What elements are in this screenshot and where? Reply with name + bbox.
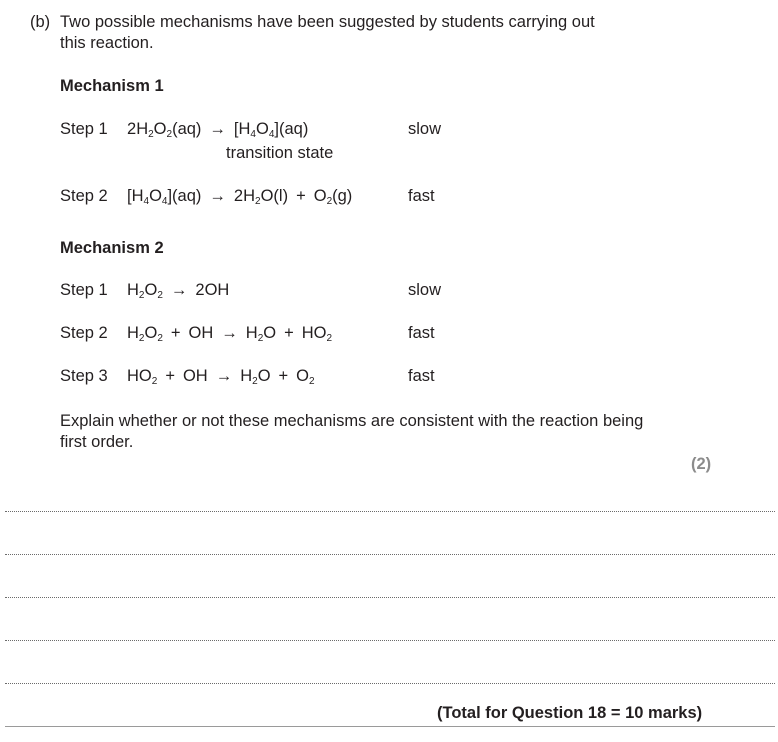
mechanism-2-step-3-rate: fast [408, 367, 435, 385]
subscript: 2 [255, 196, 261, 207]
species-text: H [136, 120, 149, 138]
plus-sign: + [170, 324, 181, 342]
species-text: OH [182, 367, 208, 385]
species-text: H [127, 324, 139, 342]
subscript: 2 [309, 376, 315, 387]
subscript: 4 [161, 196, 168, 207]
part-label: (b) [30, 13, 51, 31]
mechanism-1-step-1-label: Step 1 [60, 120, 108, 138]
mechanism-1-step-2-rate: fast [408, 187, 435, 205]
species-text: O [313, 187, 327, 205]
intro-line-1: Two possible mechanisms have been suggested by students carrying out [60, 13, 595, 31]
state-symbol: (g) [332, 187, 353, 205]
mechanism-2-step-3-label: Step 3 [60, 367, 108, 385]
species-text: O [296, 367, 310, 385]
reaction-arrow: → [221, 324, 238, 342]
mechanism-1-step-1-rate: slow [408, 120, 442, 138]
subscript: 2 [138, 290, 145, 301]
mechanism-2-step-1-rate: slow [408, 281, 442, 299]
species-text: O [257, 367, 271, 385]
mechanism-2-step-3-equation [127, 367, 315, 386]
mechanism-2-step-2-label: Step 2 [60, 324, 108, 342]
subscript: 2 [326, 196, 333, 207]
species-text: HO [301, 324, 327, 342]
mechanism-1-title: Mechanism 1 [60, 77, 164, 95]
subscript: 4 [143, 196, 150, 207]
species-text: H [245, 324, 258, 342]
mechanism-1-step-1-equation [127, 120, 308, 139]
plus-sign: + [296, 187, 306, 205]
plus-sign: + [165, 367, 175, 385]
state-symbol: ](aq) [274, 120, 309, 138]
coefficient: 2 [127, 120, 137, 138]
species-text: O [255, 120, 269, 138]
question-line-1: Explain whether or not these mechanisms are consistent with the reaction being [60, 412, 644, 430]
subscript: 2 [157, 290, 163, 301]
subscript: 4 [268, 129, 275, 140]
subscript: 2 [148, 129, 154, 140]
subscript: 2 [252, 376, 258, 387]
reaction-arrow: → [209, 187, 226, 205]
species-text: O [144, 324, 158, 342]
species-text: O [153, 120, 167, 138]
answer-line[interactable] [5, 683, 775, 684]
mechanism-2-title: Mechanism 2 [60, 239, 164, 257]
subscript: 4 [250, 129, 256, 140]
species-text: H [243, 187, 256, 205]
plus-sign: + [284, 324, 294, 342]
mechanism-1-step-2-label: Step 2 [60, 187, 108, 205]
species-text: HO [127, 367, 152, 385]
reaction-arrow: → [170, 281, 188, 299]
answer-line[interactable] [5, 597, 775, 598]
transition-state-label: transition state [226, 144, 334, 162]
mechanism-1-step-2-equation [127, 187, 352, 206]
species-text: [H [127, 187, 144, 205]
species-text: 2OH [195, 281, 230, 299]
species-text: [H [233, 120, 251, 138]
species-text: O [144, 281, 158, 299]
reaction-arrow: → [209, 120, 226, 138]
state-symbol: ](aq) [167, 187, 202, 205]
question-line-2: first order. [60, 433, 134, 451]
mechanism-2-step-1-label: Step 1 [60, 281, 108, 299]
question-total: (Total for Question 18 = 10 marks) [437, 704, 703, 722]
species-text: H [240, 367, 253, 385]
species-text: O(l) [260, 187, 289, 205]
species-text: O [263, 324, 277, 342]
mechanism-2-step-1-equation [127, 281, 229, 300]
answer-line[interactable] [5, 640, 775, 641]
subscript: 2 [151, 376, 158, 387]
bottom-divider [5, 726, 775, 727]
subscript: 2 [326, 333, 333, 344]
subscript: 2 [138, 333, 145, 344]
species-text: OH [188, 324, 214, 342]
marks-available: (2) [691, 455, 712, 473]
mechanism-2-step-2-rate: fast [408, 324, 435, 342]
subscript: 2 [257, 333, 264, 344]
reaction-arrow: → [215, 367, 233, 385]
plus-sign: + [278, 367, 289, 385]
subscript: 2 [157, 333, 163, 344]
coefficient: 2 [233, 187, 244, 205]
subscript: 2 [166, 129, 173, 140]
answer-line[interactable] [5, 511, 775, 512]
state-symbol: (aq) [172, 120, 202, 138]
intro-line-2: this reaction. [60, 34, 154, 52]
species-text: H [127, 281, 139, 299]
mechanism-2-step-2-equation [127, 324, 332, 343]
answer-line[interactable] [5, 554, 775, 555]
species-text: O [149, 187, 162, 205]
